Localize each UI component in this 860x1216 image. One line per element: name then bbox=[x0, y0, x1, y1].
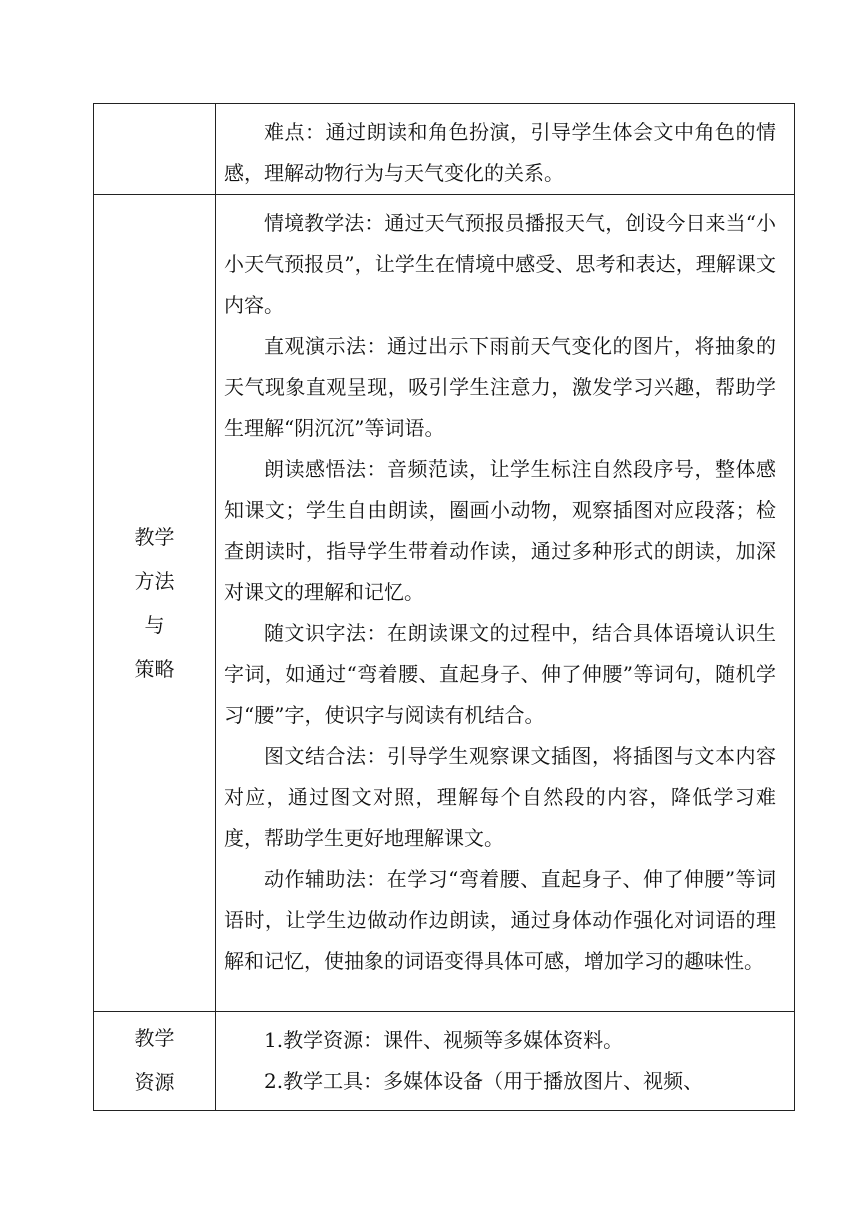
table-row-methods bbox=[94, 195, 795, 1012]
methods-label bbox=[94, 195, 216, 1012]
lesson-plan-table bbox=[93, 103, 795, 1111]
resources-label-line: 资源 bbox=[134, 1070, 175, 1094]
method-paragraph: 图文结合法：引导学生观察课文插图，将插图与文本内容对应，通过图文对照，理解每个自然段的内容，降低学习难度，帮助学生更好地理解课文。 bbox=[224, 744, 776, 850]
resources-content bbox=[216, 1012, 795, 1111]
methods-label-line: 方法 bbox=[134, 569, 175, 593]
row-label-empty bbox=[94, 104, 216, 195]
method-paragraph: 情境教学法：通过天气预报员播报天气，创设今日来当“小小天气预报员”，让学生在情境中感受、思考和表达，理解课文内容。 bbox=[224, 211, 776, 317]
resource-paragraph: 2.教学工具：多媒体设备（用于播放图片、视频、 bbox=[264, 1069, 704, 1093]
methods-content bbox=[216, 195, 795, 1012]
table-row-resources bbox=[94, 1012, 795, 1111]
methods-label-line: 与 bbox=[144, 613, 165, 637]
resources-label bbox=[94, 1012, 216, 1111]
resource-paragraph: 1.教学资源：课件、视频等多媒体资料。 bbox=[264, 1028, 624, 1052]
methods-label-line: 教学 bbox=[134, 525, 175, 549]
method-paragraph: 动作辅助法：在学习“弯着腰、直起身子、伸了伸腰”等词语时，让学生边做动作边朗读，通过身体动作强化对词语的理解和记忆，使抽象的词语变得具体可感，增加学习的趣味性。 bbox=[224, 867, 776, 973]
difficulty-content bbox=[216, 104, 795, 195]
method-paragraph: 朗读感悟法：音频范读，让学生标注自然段序号，整体感知课文；学生自由朗读，圈画小动物，观察插图对应段落；检查朗读时，指导学生带着动作读，通过多种形式的朗读，加深对课文的理解和记忆。 bbox=[224, 457, 776, 604]
difficulty-paragraph: 难点：通过朗读和角色扮演，引导学生体会文中角色的情感，理解动物行为与天气变化的关系。 bbox=[224, 120, 776, 185]
method-paragraph: 随文识字法：在朗读课文的过程中，结合具体语境认识生字词，如通过“弯着腰、直起身子、伸了伸腰”等词句，随机学习“腰”字，使识字与阅读有机结合。 bbox=[224, 621, 776, 727]
method-paragraph: 直观演示法：通过出示下雨前天气变化的图片，将抽象的天气现象直观呈现，吸引学生注意力，激发学习兴趣，帮助学生理解“阴沉沉”等词语。 bbox=[224, 334, 776, 440]
methods-label-line: 策略 bbox=[134, 657, 175, 681]
resources-label-line: 教学 bbox=[134, 1026, 175, 1050]
table-row-difficulty bbox=[94, 104, 795, 195]
